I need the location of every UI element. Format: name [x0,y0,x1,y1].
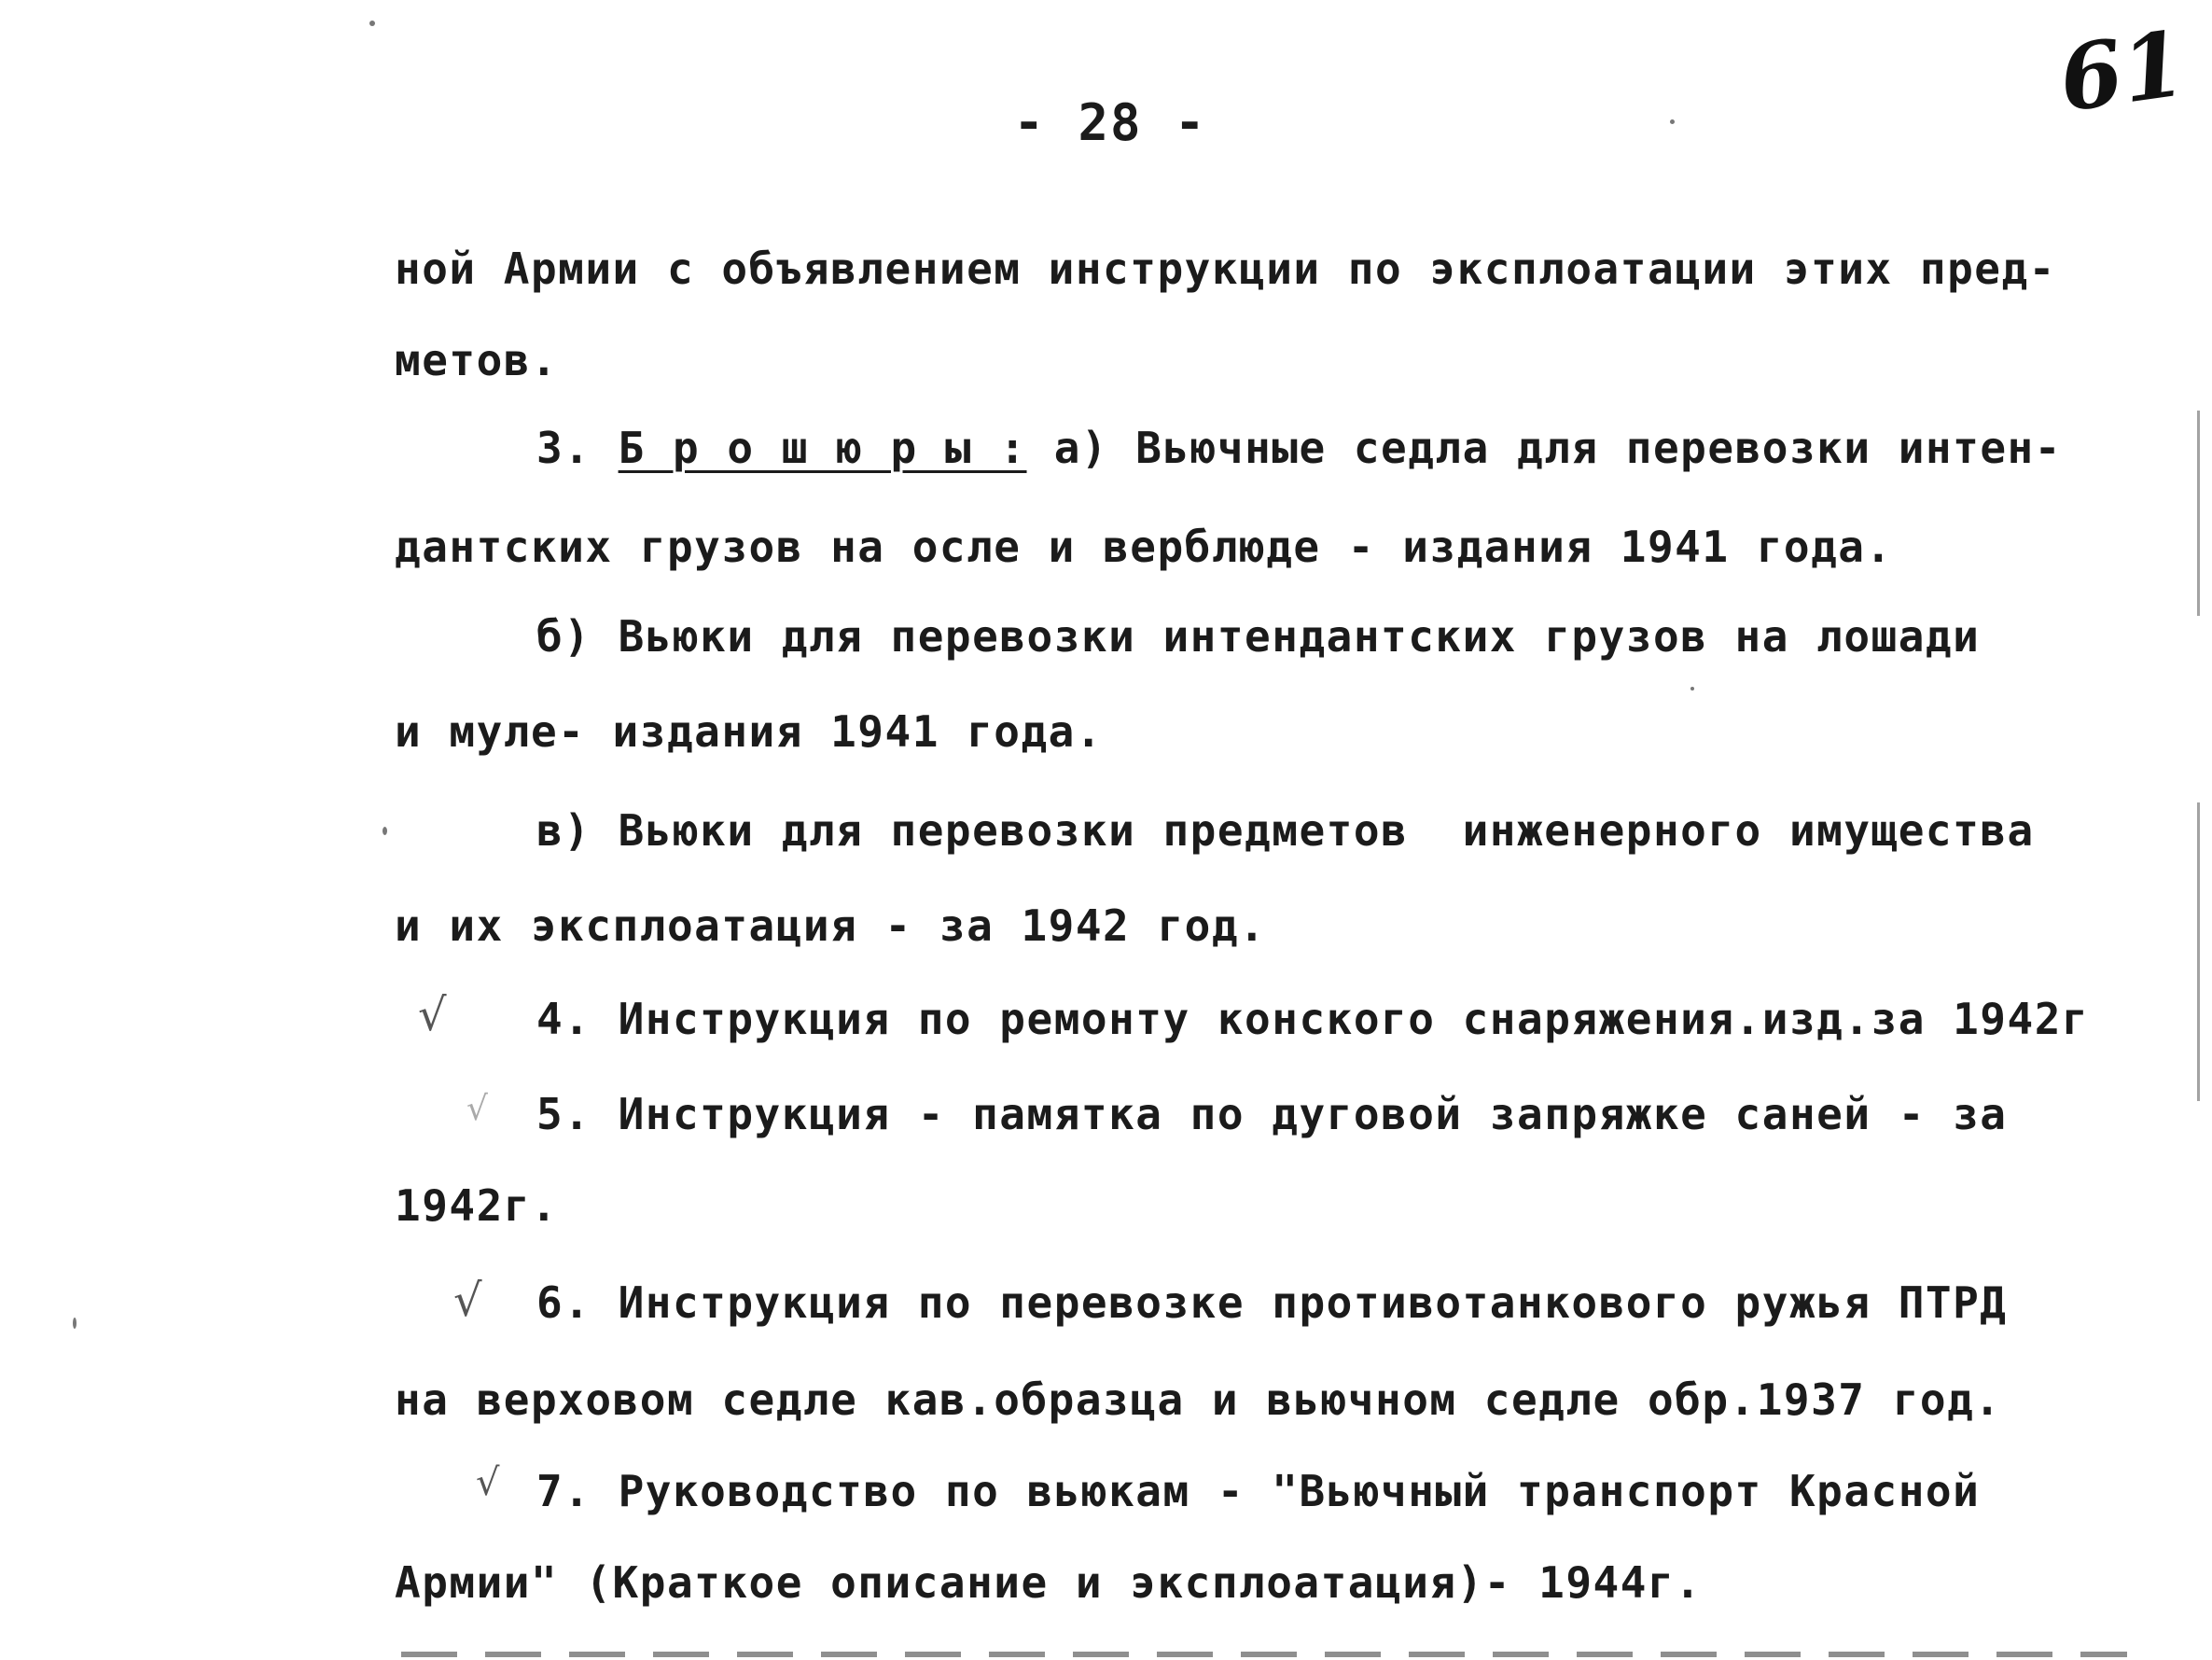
text-line-2: метов. [395,335,559,385]
archive-sheet-number: 61 [2052,10,2191,133]
scan-speck [1670,119,1675,124]
text-line-9: 4. Инструкция по ремонту конского снаряжения.изд.за 1942г [536,994,2090,1044]
check-mark-item-5: √ [466,1090,488,1128]
text-line-15: Армии" (Краткое описание и эксплоатация)- 1944г. [395,1557,1703,1608]
check-mark-item-7: √ [476,1461,500,1504]
scan-speck [73,1318,77,1329]
text-line-12: 6. Инструкция по перевозке противотанкового ружья ПТРД [536,1277,2008,1328]
text-line-3 [536,420,2062,476]
check-mark-item-4: √ [418,989,447,1041]
text-line-10: 5. Инструкция - памятка по дуговой запряжке саней - за [536,1089,2008,1139]
edge-mark [2197,411,2200,616]
text-line-5: б) Вьюки для перевозки интендантских грузов на лошади [536,611,1981,662]
text-line-11: 1942г. [395,1180,559,1231]
cut-off-next-line [401,1652,2127,1657]
brochures-heading: Б р о ш ю р ы : [618,423,1027,473]
scan-speck [1690,687,1694,691]
text-line-4: дантских грузов на осле и верблюде - издания 1941 года. [395,522,1893,572]
item-text: а) Вьючные седла для перевозки интен- [1026,423,2062,473]
text-line-6: и муле- издания 1941 года. [395,706,1104,757]
item-number: 3. [536,423,619,473]
edge-mark [2197,802,2200,1101]
page-number: - 28 - [1013,93,1207,152]
scan-speck [369,21,375,26]
text-line-1: ной Армии с объявлением инструкции по эксплоатации этих пред- [395,244,2056,294]
text-line-13: на верховом седле кав.образца и вьючном седле обр.1937 год. [395,1374,2002,1425]
check-mark-item-6: √ [453,1275,482,1327]
text-line-7: в) Вьюки для перевозки предметов инженерного имущества [536,805,2035,856]
scan-speck [383,827,387,835]
text-line-8: и их эксплоатация - за 1942 год. [395,900,1267,951]
text-line-14: 7. Руководство по вьюкам - "Вьючный транспорт Красной [536,1466,1981,1516]
